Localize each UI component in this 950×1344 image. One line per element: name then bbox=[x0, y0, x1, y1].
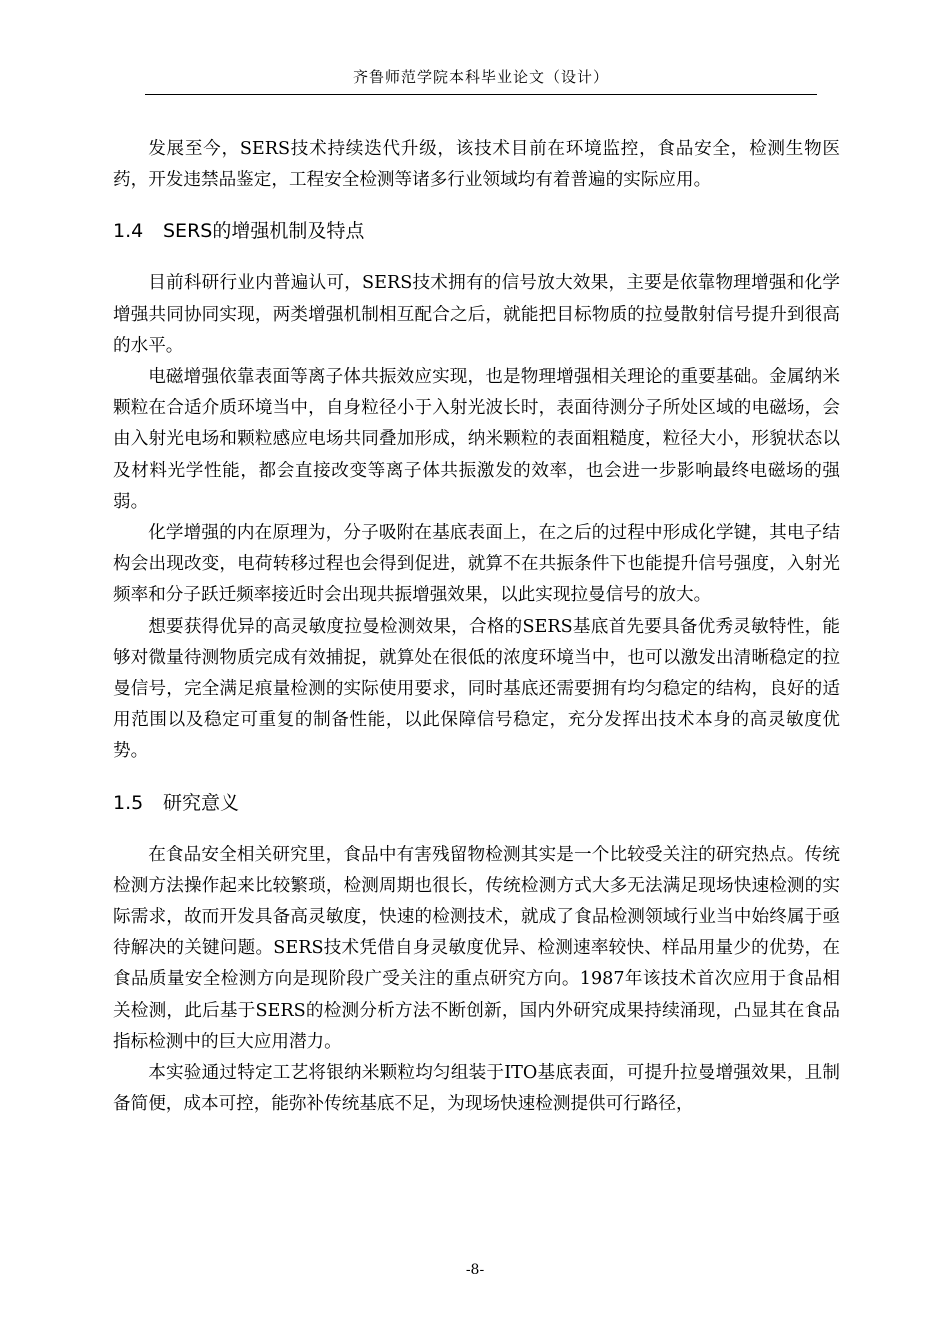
section-title: 研究意义 bbox=[163, 791, 240, 814]
paragraph-mechanism-overview: 目前科研行业内普遍认可，SERS技术拥有的信号放大效果，主要是依靠物理增强和化学增强共同协同实现，两类增强机制相互配合之后，就能把目标物质的拉曼散射信号提升到很高的水平。 bbox=[113, 273, 840, 356]
header-rule bbox=[145, 94, 817, 95]
paragraph-intro-end: 发展至今，SERS技术持续迭代升级，该技术目前在环境监控，食品安全，检测生物医药，开发违禁品鉴定，工程安全检测等诸多行业领域均有着普遍的实际应用。 bbox=[113, 139, 840, 191]
body-text bbox=[113, 134, 840, 1120]
running-header: 齐鲁师范学院本科毕业论文（设计） bbox=[352, 68, 609, 86]
paragraph-substrate-requirements: 想要获得优异的高灵敏度拉曼检测效果，合格的SERS基底首先要具备优秀灵敏特性，能够对微量待测物质完成有效捕捉，就算处在很低的浓度环境当中，也可以激发出清晰稳定的拉曼信号，完全满足痕量检测的实际使用要求，同时基底还需要拥有均匀稳定的结构，良好的适用范围以及稳定可重复的制备性能，以此保障信号稳定，充分发挥出技术本身的高灵敏度优势。 bbox=[113, 616, 840, 762]
paragraph-this-experiment: 本实验通过特定工艺将银纳米颗粒均匀组装于ITO基底表面，可提升拉曼增强效果，且制备简便，成本可控，能弥补传统基底不足，为现场快速检测提供可行路径， bbox=[113, 1063, 840, 1115]
section-title: SERS的增强机制及特点 bbox=[163, 220, 365, 243]
paragraph-chemical-enhancement: 化学增强的内在原理为，分子吸附在基底表面上，在之后的过程中形成化学键，其电子结构会出现改变，电荷转移过程也会得到促进，就算不在共振条件下也能提升信号强度，入射光频率和分子跃迁频率接近时会出现共振增强效果，以此实现拉曼信号的放大。 bbox=[113, 523, 840, 606]
section-number: 1.5 bbox=[113, 791, 144, 814]
page-number: -8- bbox=[465, 1262, 485, 1278]
section-heading-1-4 bbox=[113, 212, 840, 250]
section-heading-1-5 bbox=[113, 784, 840, 822]
paragraph-electromagnetic-enhancement: 电磁增强依靠表面等离子体共振效应实现，也是物理增强相关理论的重要基础。金属纳米颗粒在合适介质环境当中，自身粒径小于入射光波长时，表面待测分子所处区域的电磁场，会由入射光电场和颗粒感应电场共同叠加形成，纳米颗粒的表面粗糙度，粒径大小，形貌状态以及材料光学性能，都会直接改变等离子体共振激发的效率，也会进一步影响最终电磁场的强弱。 bbox=[113, 367, 840, 512]
paragraph-food-safety: 在食品安全相关研究里，食品中有害残留物检测其实是一个比较受关注的研究热点。传统检测方法操作起来比较繁琐，检测周期也很长，传统检测方式大多无法满足现场快速检测的实际需求，故而开发具备高灵敏度，快速的检测技术，就成了食品检测领域行业当中始终属于亟待解决的关键问题。SERS技术凭借自身灵敏度优异、检测速率较快、样品用量少的优势，在食品质量安全检测方向是现阶段广受关注的重点研究方向。1987年该技术首次应用于食品相关检测，此后基于SERS的检测分析方法不断创新，国内外研究成果持续涌现，凸显其在食品指标检测中的巨大应用潜力。 bbox=[113, 844, 840, 1052]
section-number: 1.4 bbox=[113, 220, 144, 243]
